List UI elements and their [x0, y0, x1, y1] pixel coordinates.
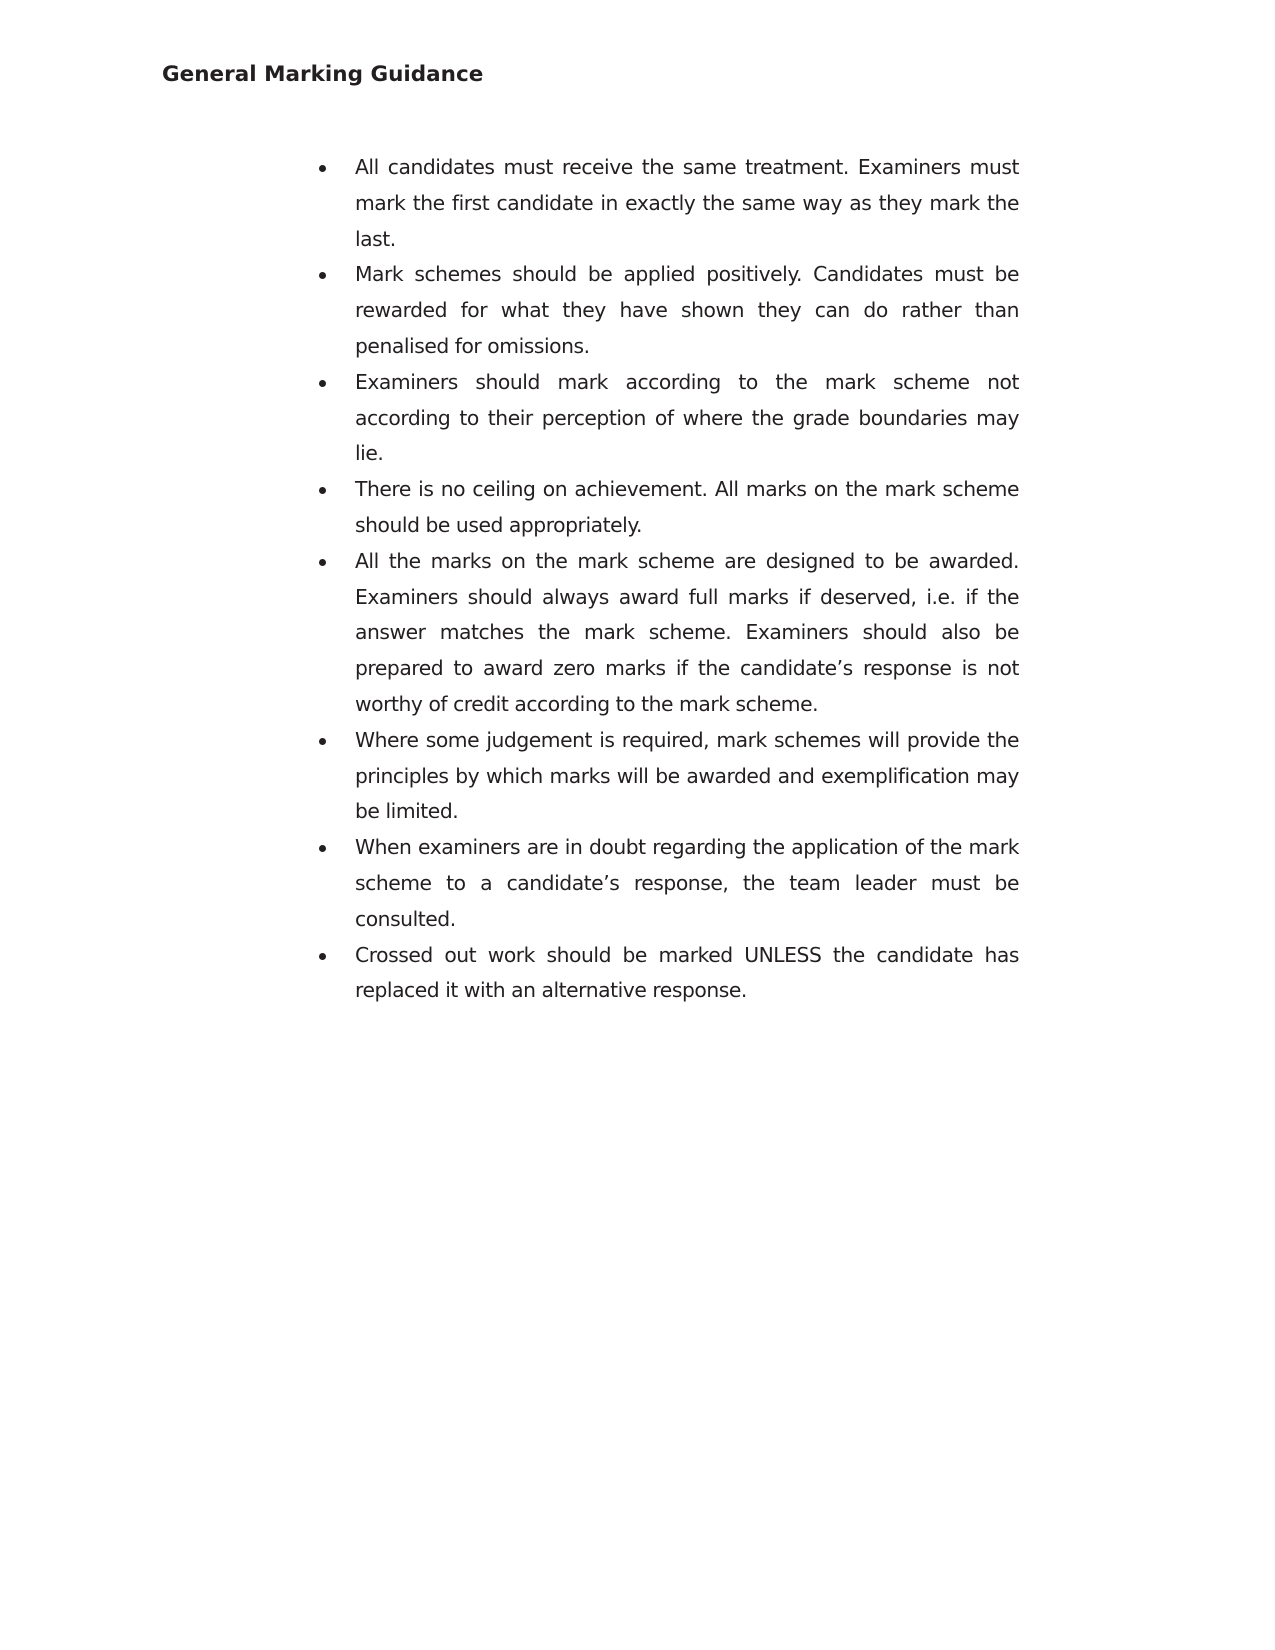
bullet-icon — [319, 487, 326, 494]
list-item-text: Examiners should mark according to the mark scheme not according to their perception of where the grade boundaries may lie. — [355, 369, 1019, 466]
list-item-text: All candidates must receive the same treatment. Examiners must mark the first candidate in exactly the same way as they mark the last. — [355, 155, 1019, 251]
list-item-text: When examiners are in doubt regarding the application of the mark scheme to a candidate’s response, the team leader must be consulted. — [355, 835, 1019, 931]
list-item-text: Mark schemes should be applied positively. Candidates must be rewarded for what they have shown they can do rather than penalised for omissions. — [355, 262, 1019, 358]
list-item — [316, 365, 1019, 472]
list-item-text: There is no ceiling on achievement. All marks on the mark scheme should be used appropriately. — [355, 477, 1019, 537]
list-item — [316, 830, 1019, 937]
bullet-icon — [319, 845, 326, 852]
page-title: General Marking Guidance — [162, 62, 484, 87]
bullet-icon — [319, 165, 326, 172]
bullet-icon — [319, 559, 326, 566]
list-item — [316, 150, 1019, 257]
list-item-text: Crossed out work should be marked UNLESS the candidate has replaced it with an alternative response. — [355, 942, 1019, 1003]
bullet-icon — [319, 380, 326, 387]
list-item — [316, 472, 1019, 544]
list-item-text: Where some judgement is required, mark schemes will provide the principles by which marks will be awarded and exemplification may be limited. — [355, 727, 1019, 824]
list-item — [316, 938, 1019, 1010]
list-item — [316, 723, 1019, 830]
bullet-icon — [319, 738, 326, 745]
bullet-icon — [319, 953, 326, 960]
list-item-text: All the marks on the mark scheme are designed to be awarded. Examiners should always award full marks if deserved, i.e. if the answer matches the mark scheme. Examiners should also be prepared to award zero marks if the candidate’s response is not worthy of credit according to the mark scheme. — [355, 548, 1019, 716]
list-item — [316, 257, 1019, 364]
list-item — [316, 544, 1019, 723]
guidance-list — [316, 150, 1019, 1009]
bullet-icon — [319, 272, 326, 279]
